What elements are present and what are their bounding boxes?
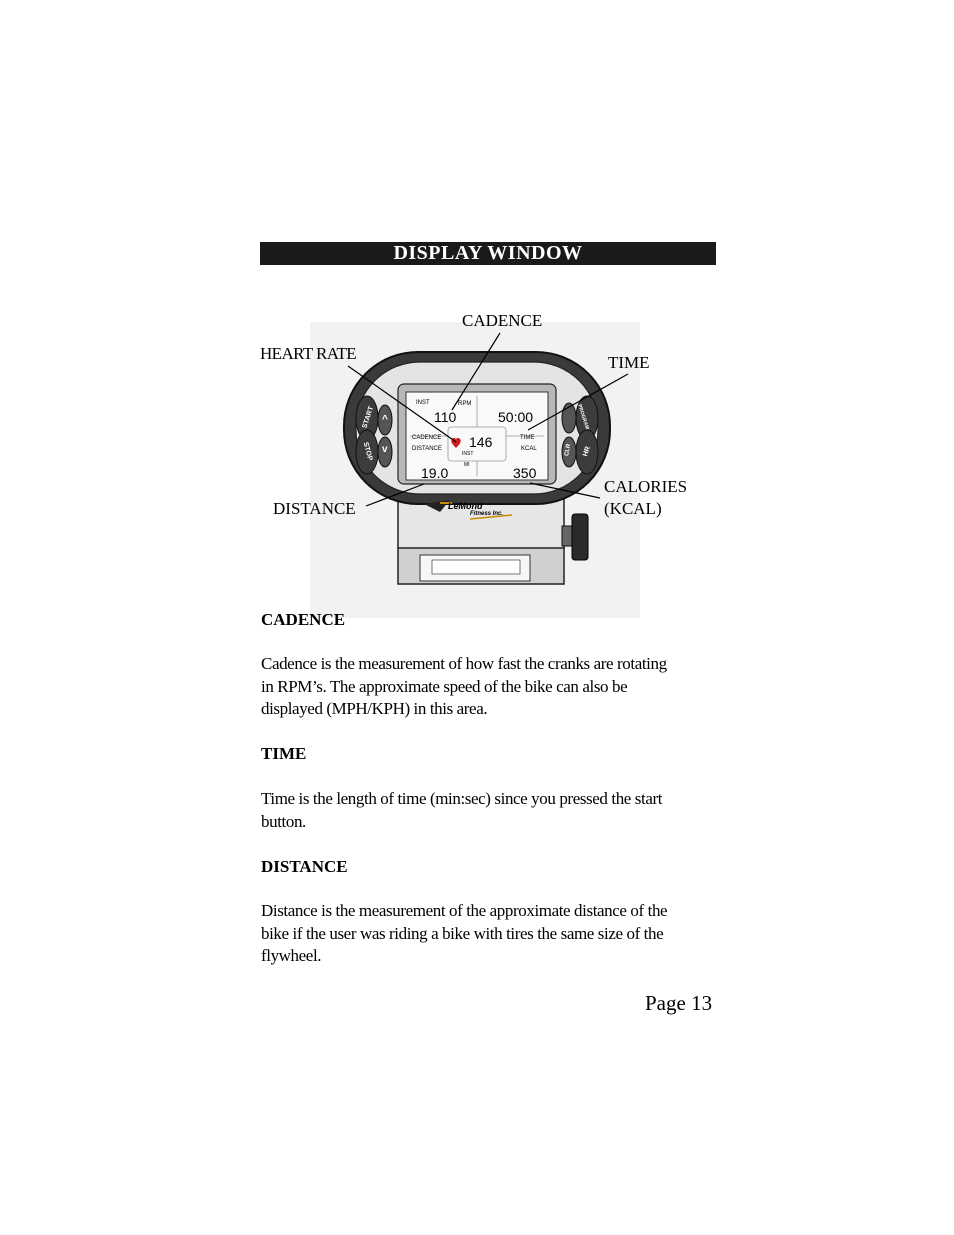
lcd-inst-top: INST <box>416 400 430 406</box>
text-line: displayed (MPH/KPH) in this area. <box>261 699 488 718</box>
callout-time: TIME <box>608 353 650 372</box>
lcd-kcal-label: KCAL <box>521 446 537 452</box>
button-down-label: v <box>382 444 388 455</box>
brand-subtitle: Fitness Inc. <box>470 511 504 517</box>
button-stop-label: STOP <box>361 441 374 462</box>
text-line: bike if the user was riding a bike with tires the same size of the <box>261 923 664 943</box>
paragraph-cadence <box>261 653 721 721</box>
text-line: Cadence is the measurement of how fast the cranks are rotating <box>261 654 667 673</box>
lcd-mi-label: MI <box>464 462 470 468</box>
section-banner: DISPLAY WINDOW <box>260 242 716 265</box>
text-line: flywheel. <box>261 946 322 965</box>
text-line: Distance is the measurement of the approximate distance of the <box>261 901 668 920</box>
button-up-label: ^ <box>382 414 388 425</box>
brand-name: LeMond <box>448 501 483 511</box>
lcd-cadence-label: CADENCE <box>412 435 442 441</box>
lcd-distance-label: DISTANCE <box>412 446 442 452</box>
text-line: in RPM’s. The approximate speed of the bike can also be <box>261 676 628 696</box>
paragraph-distance <box>261 900 721 968</box>
button-start-label: START <box>361 405 376 430</box>
lcd-calories-value: 350 <box>513 465 537 481</box>
lcd-cadence-value: 110 <box>434 409 457 425</box>
page-number: Page 13 <box>645 991 713 1015</box>
text-line: Time is the length of time (min:sec) since you pressed the start <box>261 789 663 808</box>
callout-calories: CALORIES <box>604 477 688 496</box>
lcd-time-value: 50:00 <box>498 409 534 425</box>
heading-distance: DISTANCE <box>261 857 348 876</box>
callout-heart-rate: HEART RATE <box>260 344 357 363</box>
lcd-inst-mid: INST <box>462 451 474 457</box>
callout-kcal: (KCAL) <box>604 499 662 518</box>
text-line: button. <box>261 811 306 831</box>
lcd-rpm-label: RPM <box>458 401 472 407</box>
button-clr-label: CLR <box>564 443 573 457</box>
lcd-time-label: TIME <box>520 435 535 441</box>
button-program-label: PROGRAM <box>576 403 590 431</box>
heading-cadence: CADENCE <box>261 610 346 629</box>
heading-time: TIME <box>261 744 307 763</box>
lcd-heart-value: 146 <box>469 434 493 450</box>
lcd-distance-value: 19.0 <box>421 465 449 481</box>
paragraph-time <box>261 788 721 833</box>
callout-distance: DISTANCE <box>273 499 356 518</box>
button-hr-label: HR <box>582 445 592 458</box>
left-button-group <box>356 396 392 474</box>
callout-cadence: CADENCE <box>462 311 543 330</box>
